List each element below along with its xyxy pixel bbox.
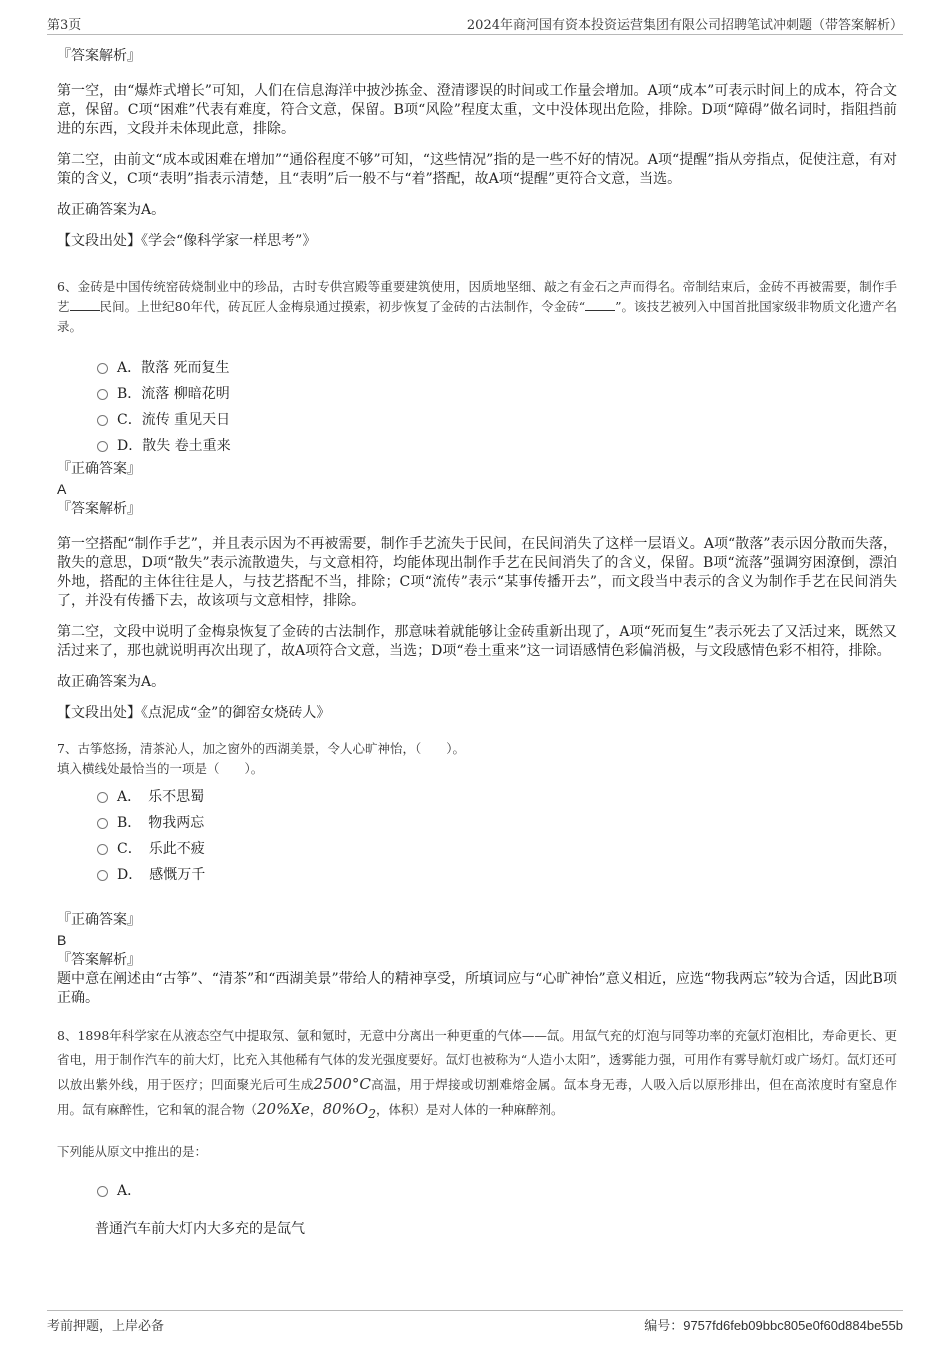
page-number: 第3页 bbox=[47, 18, 82, 33]
q6-option-b[interactable]: B．流落 柳暗花明 bbox=[97, 381, 897, 407]
q7-option-d[interactable]: D． 感慨万千 bbox=[97, 862, 897, 888]
radio-icon[interactable] bbox=[97, 389, 108, 400]
q8-question: 下列能从原文中推出的是： bbox=[57, 1144, 208, 1159]
q7-option-b[interactable]: B． 物我两忘 bbox=[97, 810, 897, 836]
q7-stem: 7、古筝悠扬，清茶沁人，加之窗外的西湖美景，令人心旷神怡，（ ）。 bbox=[57, 741, 465, 756]
q6-analysis-p1: 第一空搭配“制作手艺”，并且表示因为不再被需要，制作手艺流失于民间，在民间消失了这样一层语义。A项“散落”表示因分散而失落，散失的意思，D项“散失”表示流散遗失，与文意相符，均能体现出制作手艺在民间消失了的含义，保留。B项“流落”强调穷困潦倒，漂泊外地，搭配的主体往往是人，与技艺搭配不当，排除；C项“流传”表示“某事传播开去”，而文段当中表示的含义为制作手艺在民间消失了，并没有传播下去，故该项与文意相悖，排除。 bbox=[57, 536, 897, 609]
radio-icon[interactable] bbox=[97, 870, 108, 881]
q6-blank-1 bbox=[70, 298, 100, 311]
radio-icon[interactable] bbox=[97, 1186, 108, 1197]
document-id: 编号：9757fd6feb09bbc805e0f60d884be55b bbox=[644, 1318, 903, 1333]
radio-icon[interactable] bbox=[97, 844, 108, 855]
q7-option-c[interactable]: C． 乐此不疲 bbox=[97, 836, 897, 862]
q7-correct-label: 『正确答案』 bbox=[57, 912, 141, 928]
q5-source: 【文段出处】《学会“像科学家一样思考”》 bbox=[57, 233, 317, 249]
footer-slogan: 考前押题，上岸必备 bbox=[47, 1319, 165, 1334]
document-title: 2024年商河国有资本投资运营集团有限公司招聘笔试冲刺题（带答案解析） bbox=[466, 18, 903, 33]
q5-analysis-p2: 第二空，由前文“成本或困难在增加”“通俗程度不够”可知，“这些情况”指的是一些不好的情况。A项“提醒”指从旁指点，促使注意，有对策的含义，C项“表明”指表示清楚，且“表明”后一般不与“着”搭配，故A项“提醒”更符合文意，当选。 bbox=[57, 152, 897, 187]
q8-stem: 8、1898年科学家在从液态空气中提取氖、氩和氪时，无意中分离出一种更重的气体——氙。用氙气充的灯泡与同等功率的充氩灯泡相比，寿命更长、更省电，用于制作汽车的前大灯，比充入其他稀有气体的发光强度要好。氙灯也被称为“人造小太阳”，透雾能力强，可用作有雾导航灯或广场灯。氙灯还可以放出紫外线，用于医疗；凹面聚光后可生成2500°C高温，用于焊接或切割难熔金属。氙本身无毒，人吸入后以原形排出，但在高浓度时有窒息作用。氙有麻醉性，它和氧的混合物（20%Xe，$80\%O_2$，体积）是对人体的一种麻醉剂。 bbox=[57, 1028, 897, 1121]
q6-blank-2 bbox=[585, 298, 615, 311]
q7-analysis-label: 『答案解析』 bbox=[57, 952, 141, 968]
document-body bbox=[57, 46, 897, 1239]
q5-analysis-p1: 第一空，由“爆炸式增长”可知，人们在信息海洋中披沙拣金、澄清谬误的时间或工作量会增加。A项“成本”可表示时间上的成本，符合文意，保留。C项“困难”代表有难度，符合文意，保留。B项“风险”程度太重，文中没体现出危险，排除。D项“障碍”做名词时，指阻挡前进的东西，文段并未体现此意，排除。 bbox=[57, 83, 897, 137]
xenon-formula: 20%Xe bbox=[257, 1100, 310, 1118]
q7-analysis-p1: 题中意在阐述由“古筝”、“清茶”和“西湖美景”带给人的精神享受，所填词应与“心旷神怡”意义相近，应选“物我两忘”较为合适，因此B项正确。 bbox=[57, 971, 897, 1006]
q5-conclusion: 故正确答案为A。 bbox=[57, 202, 166, 218]
q8-option-a-text: 普通汽车前大灯内大多充的是氙气 bbox=[95, 1221, 305, 1237]
q5-analysis-label: 『答案解析』 bbox=[57, 48, 141, 64]
q7-option-a[interactable]: A． 乐不思蜀 bbox=[97, 784, 897, 810]
oxygen-formula: $80\%O_2$ bbox=[322, 1100, 377, 1121]
radio-icon[interactable] bbox=[97, 792, 108, 803]
temperature-formula: 2500°C bbox=[313, 1075, 371, 1093]
q6-option-c[interactable]: C．流传 重见天日 bbox=[97, 407, 897, 433]
q6-stem: 6、金砖是中国传统窑砖烧制业中的珍品，古时专供宫殿等重要建筑使用，因质地坚细、敲之有金石之声而得名。帝制结束后，金砖不再被需要，制作手艺 民间。上世纪80年代，砖瓦匠人金梅泉通过摸索，初步恢复了金砖的古法制作，令金砖“ ”。该技艺被列入中国首批国家级非物质文化遗产名录。 bbox=[57, 279, 897, 334]
radio-icon[interactable] bbox=[97, 415, 108, 426]
q6-option-d[interactable]: D．散失 卷土重来 bbox=[97, 433, 897, 459]
page-header bbox=[47, 12, 903, 35]
q7-answer: B bbox=[57, 932, 67, 948]
q6-analysis-label: 『答案解析』 bbox=[57, 501, 141, 517]
page-footer bbox=[47, 1310, 903, 1335]
q7-instruction: 填入横线处最恰当的一项是（ ）。 bbox=[57, 761, 264, 776]
q6-answer: A bbox=[57, 481, 67, 497]
q6-option-a[interactable]: A．散落 死而复生 bbox=[97, 355, 897, 381]
q8-option-a[interactable]: A． bbox=[97, 1178, 897, 1204]
q6-analysis-p2: 第二空，文段中说明了金梅泉恢复了金砖的古法制作，那意味着就能够让金砖重新出现了，A项“死而复生”表示死去了又活过来，既然又活过来了，那也就说明再次出现了，故A项符合文意，当选；D项“卷土重来”这一词语感情色彩偏消极，与文段感情色彩不相符，排除。 bbox=[57, 624, 897, 659]
q6-source: 【文段出处】《点泥成“金”的御窑女烧砖人》 bbox=[57, 705, 331, 721]
radio-icon[interactable] bbox=[97, 363, 108, 374]
radio-icon[interactable] bbox=[97, 441, 108, 452]
radio-icon[interactable] bbox=[97, 818, 108, 829]
q6-conclusion: 故正确答案为A。 bbox=[57, 674, 166, 690]
q6-correct-label: 『正确答案』 bbox=[57, 461, 141, 477]
